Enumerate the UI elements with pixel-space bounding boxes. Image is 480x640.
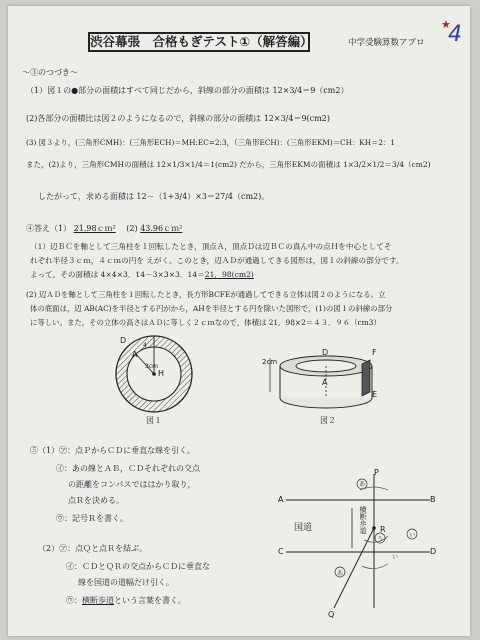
section5-q1-line5: ㋒：記号Ｒを書く。 bbox=[56, 514, 128, 523]
figure-1-caption: 図１ bbox=[146, 416, 162, 425]
fig1-label-r3: 3cm bbox=[145, 363, 158, 370]
section3-line1: （1）図１の●部分の面積はすべて同じだから，斜線の部分の面積は 12×3/4＝9（cm2） bbox=[26, 86, 349, 95]
fig1-label-r4: 4 bbox=[143, 342, 147, 349]
diagram-crossing: 横断歩道 bbox=[359, 506, 367, 534]
figure-2-caption: 図２ bbox=[320, 416, 336, 425]
diagram-kokudo: 国道 bbox=[294, 523, 313, 533]
fig2-label-a: A bbox=[322, 378, 328, 387]
answer-2: 43.96ｃｍ² bbox=[140, 224, 183, 233]
construction-diagram bbox=[278, 468, 448, 618]
answer-sheet bbox=[8, 6, 470, 636]
fig1-label-h: H bbox=[158, 369, 165, 378]
page-number: 4 bbox=[448, 22, 462, 47]
section4-p2-line3: に等しい。また，その立体の高さはＡＤに等しく２ｃｍなので，体積は 21．98×2＝４３．９６（cm3） bbox=[30, 318, 381, 327]
section4-p1-line2: れぞれ半径３ｃｍ，４ｃｍの円を えがく。このとき，辺ＡＤが通過してきる図形は，図１の斜線の部分です。 bbox=[30, 256, 404, 265]
section5-q2-line1: （2）㋐：点Ｑと点Ｒを結ぶ。 bbox=[38, 544, 148, 553]
fig2-label-d: D bbox=[322, 348, 329, 357]
section5-q2-line3: 線を国道の道幅だけ引く。 bbox=[78, 578, 174, 587]
section5-q1-line4: 点Ｒを決める。 bbox=[68, 496, 124, 505]
publisher-label: 中学受験算数アプロ bbox=[348, 38, 425, 48]
p1-calc: よって，その面積は 4×4×3．14－3×3×3．14＝ bbox=[30, 270, 205, 279]
diagram-label-d: D bbox=[430, 547, 437, 556]
section5-q1-line3: の距離をコンパスでははかり取り， bbox=[68, 480, 196, 489]
section5-q1-line2: ㋑：あの線とＡＢ，ＣＤそれぞれの交点 bbox=[56, 464, 200, 473]
section4-p2-line1: (2) 辺ＡＤを軸として三角柱を１回転したとき，長方形BCFEが通過してできる立体は図２のようになる。立 bbox=[26, 290, 386, 299]
diagram-mark-i: い bbox=[409, 532, 416, 539]
section4-p1-line1: （1）辺ＢＣを軸として三角柱を１回転したとき，頂点Ａ，頂点Ｄは辺ＢＣの真ん中の点Ｈを中心としてそ bbox=[30, 242, 392, 251]
answer-prefix: ④答え（1） bbox=[26, 224, 72, 233]
section3-line3: (3) 図３より，(三角形CMH)：(三角形ECH)＝MH:EC=2:3，（三角形ECH)：(三角形EKM)＝CH：KH＝2：1 bbox=[26, 138, 395, 147]
diagram-label-c: C bbox=[278, 547, 284, 556]
fig2-label-f: F bbox=[372, 348, 377, 357]
star-mark: ★ bbox=[441, 18, 451, 31]
q2-crossing-word: 横断歩道 bbox=[82, 596, 114, 605]
section3-line5: したがって，求める面積は 12－（1+3/4）×3＝27/4（cm2)。 bbox=[38, 192, 270, 201]
q2-mark: ㋒： bbox=[66, 596, 82, 605]
fig1-label-d: D bbox=[120, 336, 127, 345]
section5-q2-line4 bbox=[66, 596, 186, 606]
figure-2-hollow-cylinder bbox=[270, 348, 390, 408]
answer-separator: (2) bbox=[118, 224, 138, 233]
fig2-label-e: E bbox=[372, 390, 378, 399]
diagram-label-r: R bbox=[380, 525, 386, 534]
section4-answer-line bbox=[26, 224, 182, 234]
diagram-mark-i2: い bbox=[392, 554, 399, 561]
diagram-label-b: B bbox=[430, 495, 436, 504]
section5-q2-line2: ㋑：ＣＤとＱＲの交点からＣＤに垂直な bbox=[66, 562, 210, 571]
fig1-label-a: A bbox=[132, 350, 138, 359]
fig2-label-dim: 2cm bbox=[262, 358, 278, 366]
diagram-mark-a2: あ bbox=[337, 570, 344, 577]
q2-rest: という言葉を書く。 bbox=[114, 596, 186, 605]
diagram-mark-a: あ bbox=[359, 481, 366, 488]
section4-p1-line3 bbox=[30, 270, 254, 280]
diagram-mark-u: う bbox=[377, 536, 384, 543]
diagram-label-a: A bbox=[278, 495, 284, 504]
section4-p2-line2: 体の底面は，辺 AB(AC)を半径とする円がから，AHを半径とする円を除いた図形で，(1)の図１の斜線の部分 bbox=[30, 304, 393, 313]
diagram-label-p: P bbox=[374, 468, 379, 477]
section3-line2: (2)各部分の面積比は図２のようになるので，斜線の部分の面積は 12×3/4＝9(cm2) bbox=[26, 114, 330, 123]
answer-1: 21.98ｃｍ² bbox=[73, 224, 116, 233]
p1-answer: 21．98(cm2) bbox=[204, 270, 254, 279]
section3-heading: ～③のつづき～ bbox=[22, 68, 78, 77]
section5-q1-line1: ⑤（1）㋐：点ＰからＣＤに垂直な線を引く。 bbox=[30, 446, 195, 455]
section3-line4: また，(2)より，三角形CMHの面積は 12×1/3×1/4＝1(cm2) だから，三角形EKMの面積は 1×3/2×1/2＝3/4（cm2) bbox=[26, 160, 431, 169]
diagram-label-q: Q bbox=[328, 610, 335, 619]
page-title: 渋谷幕張 合格もぎテスト①（解答編） bbox=[88, 32, 310, 52]
